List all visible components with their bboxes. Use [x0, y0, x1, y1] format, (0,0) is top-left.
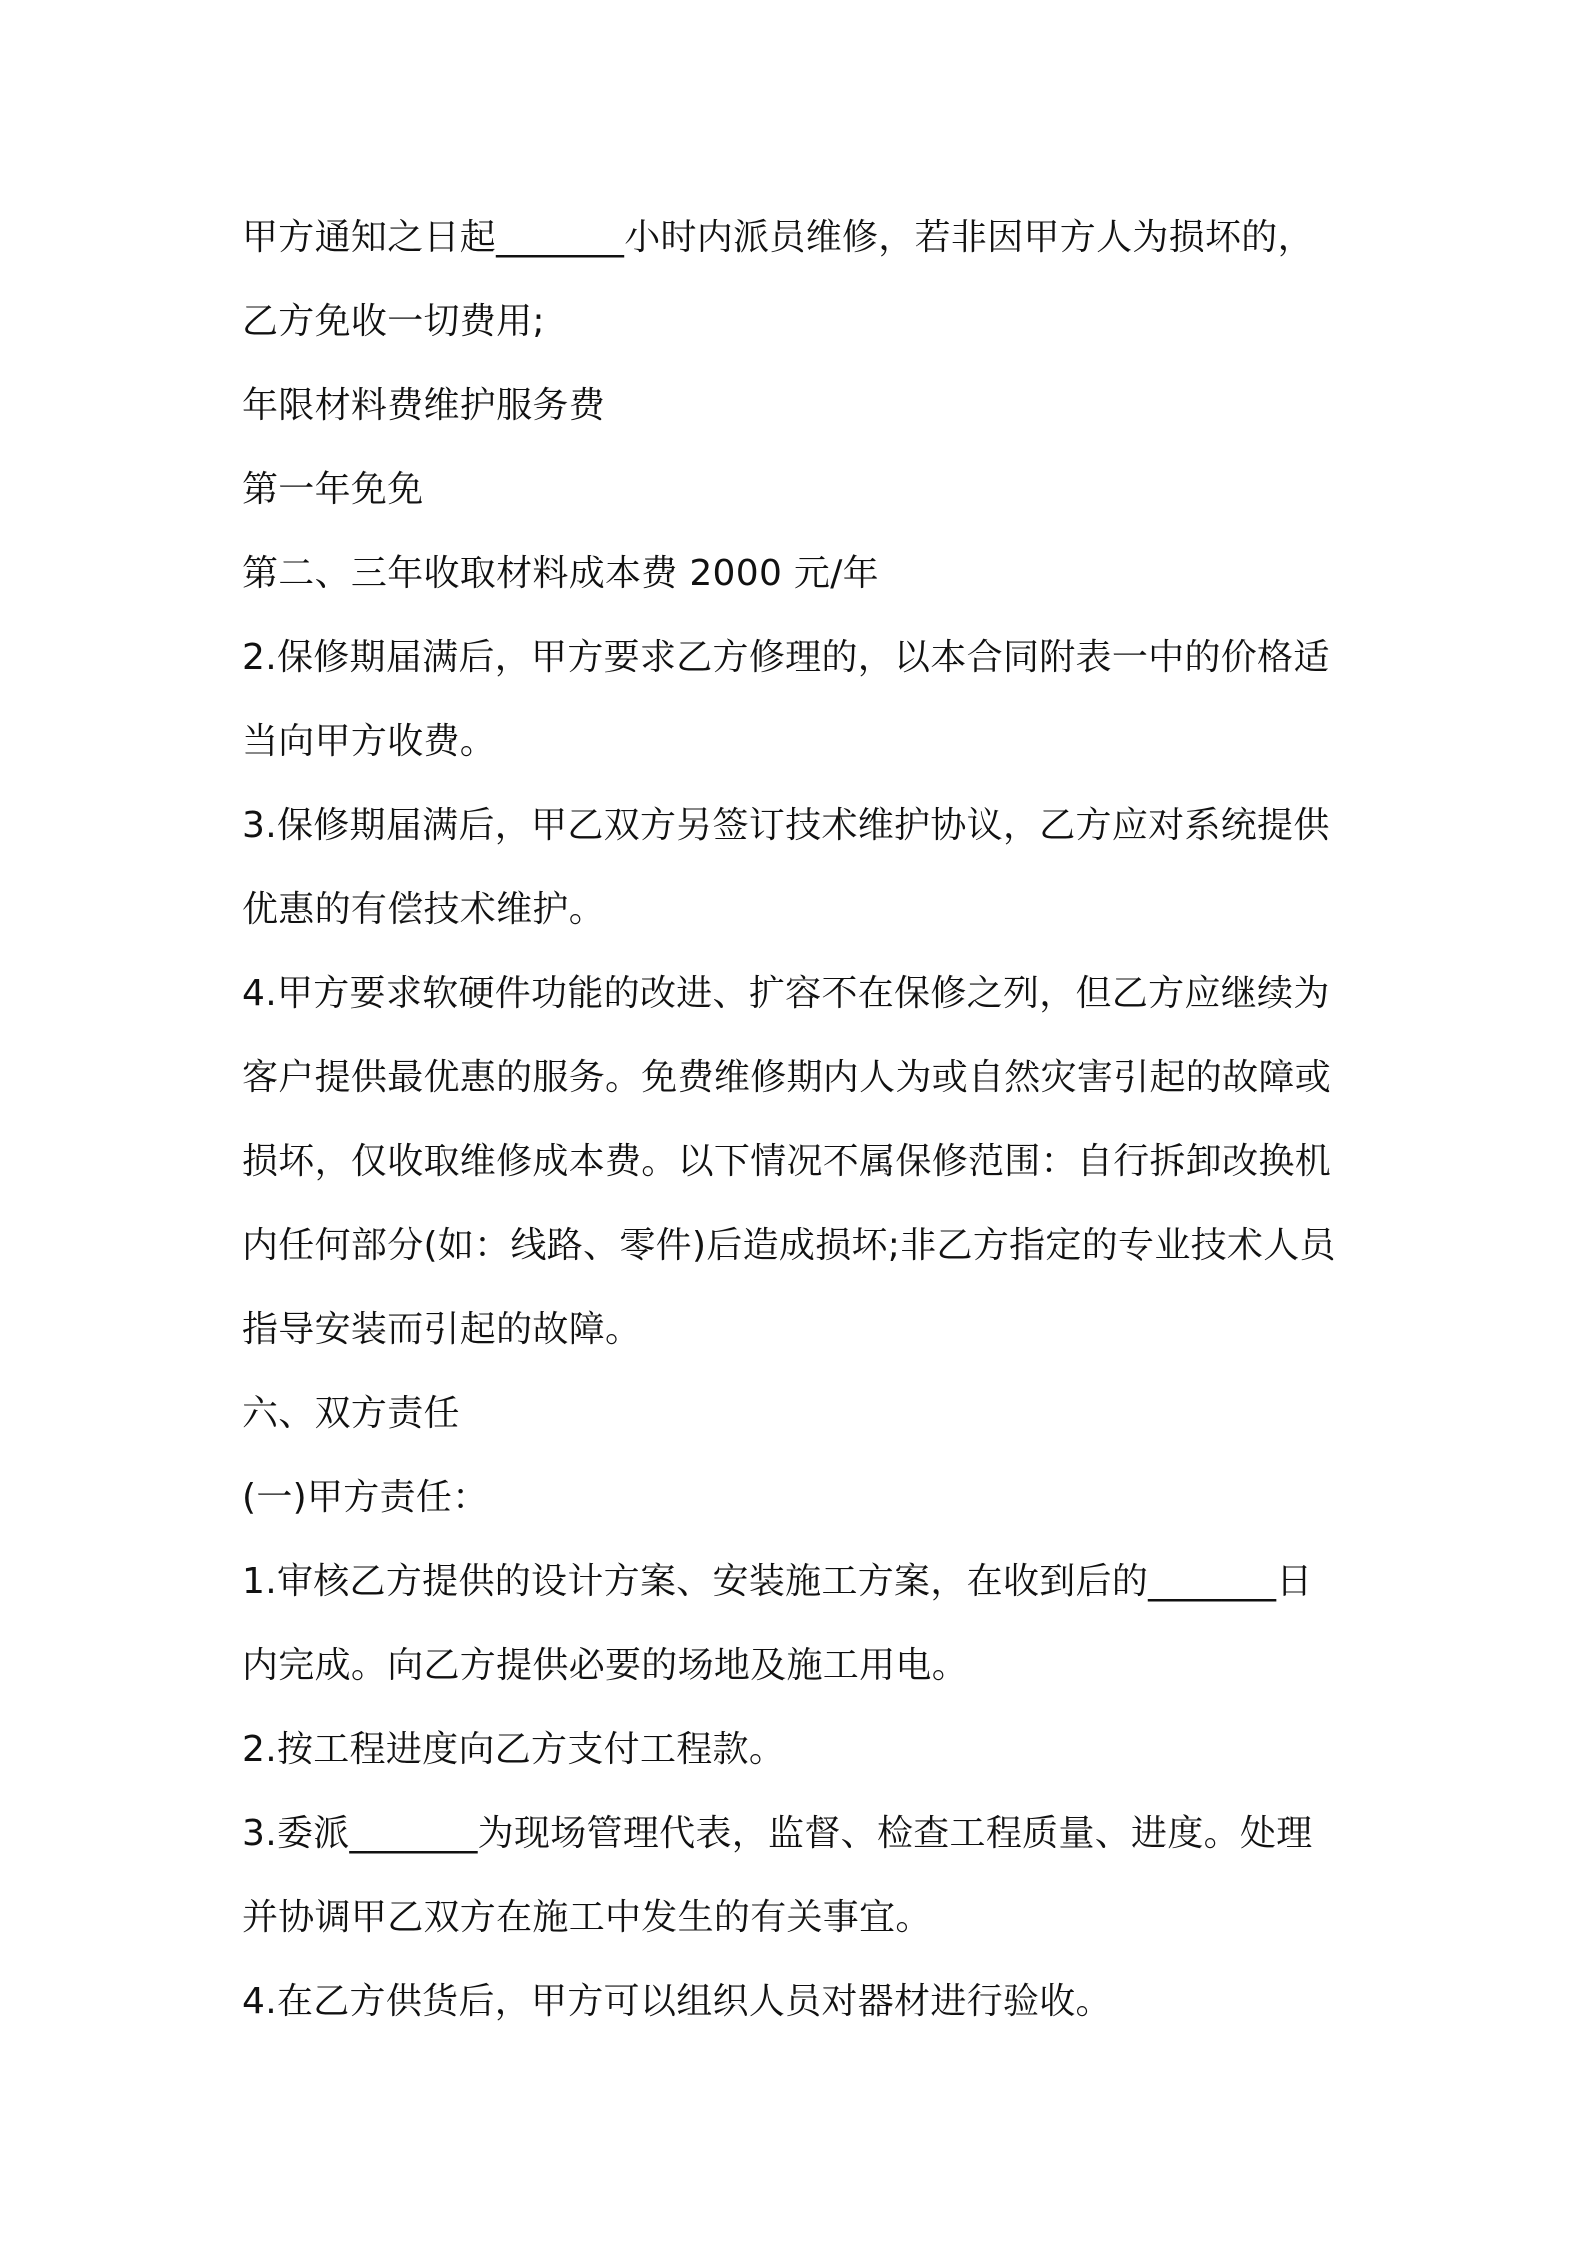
text-line: 甲方通知之日起_______小时内派员维修，若非因甲方人为损坏的， — [242, 217, 1314, 258]
text-line: 内任何部分(如：线路、零件)后造成损坏;非乙方指定的专业技术人员 — [242, 1225, 1336, 1266]
text-line: 2.按工程进度向乙方支付工程款。 — [242, 1729, 786, 1770]
text-line: 4.在乙方供货后，甲方可以组织人员对器材进行验收。 — [242, 1981, 1112, 2022]
section-heading: 六、双方责任 — [242, 1393, 460, 1434]
text-line: 年限材料费维护服务费 — [242, 385, 606, 426]
text-line: 内完成。向乙方提供必要的场地及施工用电。 — [242, 1645, 969, 1686]
text-line: 当向甲方收费。 — [242, 721, 497, 762]
text-line: 第一年免免 — [242, 469, 424, 510]
text-line: 3.委派_______为现场管理代表，监督、检查工程质量、进度。处理 — [242, 1813, 1313, 1854]
subsection-heading: (一)甲方责任： — [242, 1477, 489, 1518]
text-line: 3.保修期届满后，甲乙双方另签订技术维护协议，乙方应对系统提供 — [242, 805, 1330, 846]
text-line: 优惠的有偿技术维护。 — [242, 889, 606, 930]
text-line: 损坏，仅收取维修成本费。以下情况不属保修范围：自行拆卸改换机 — [242, 1141, 1332, 1182]
text-line: 2.保修期届满后，甲方要求乙方修理的，以本合同附表一中的价格适 — [242, 637, 1330, 678]
document-body — [242, 196, 1362, 2044]
text-line: 并协调甲乙双方在施工中发生的有关事宜。 — [242, 1897, 932, 1938]
text-line: 第二、三年收取材料成本费 2000 元/年 — [242, 553, 879, 594]
text-line: 1.审核乙方提供的设计方案、安装施工方案，在收到后的_______日 — [242, 1561, 1313, 1602]
text-line: 指导安装而引起的故障。 — [242, 1309, 642, 1350]
text-line: 乙方免收一切费用; — [242, 301, 545, 342]
text-line: 客户提供最优惠的服务。免费维修期内人为或自然灾害引起的故障或 — [242, 1057, 1332, 1098]
text-line: 4.甲方要求软硬件功能的改进、扩容不在保修之列，但乙方应继续为 — [242, 973, 1330, 1014]
